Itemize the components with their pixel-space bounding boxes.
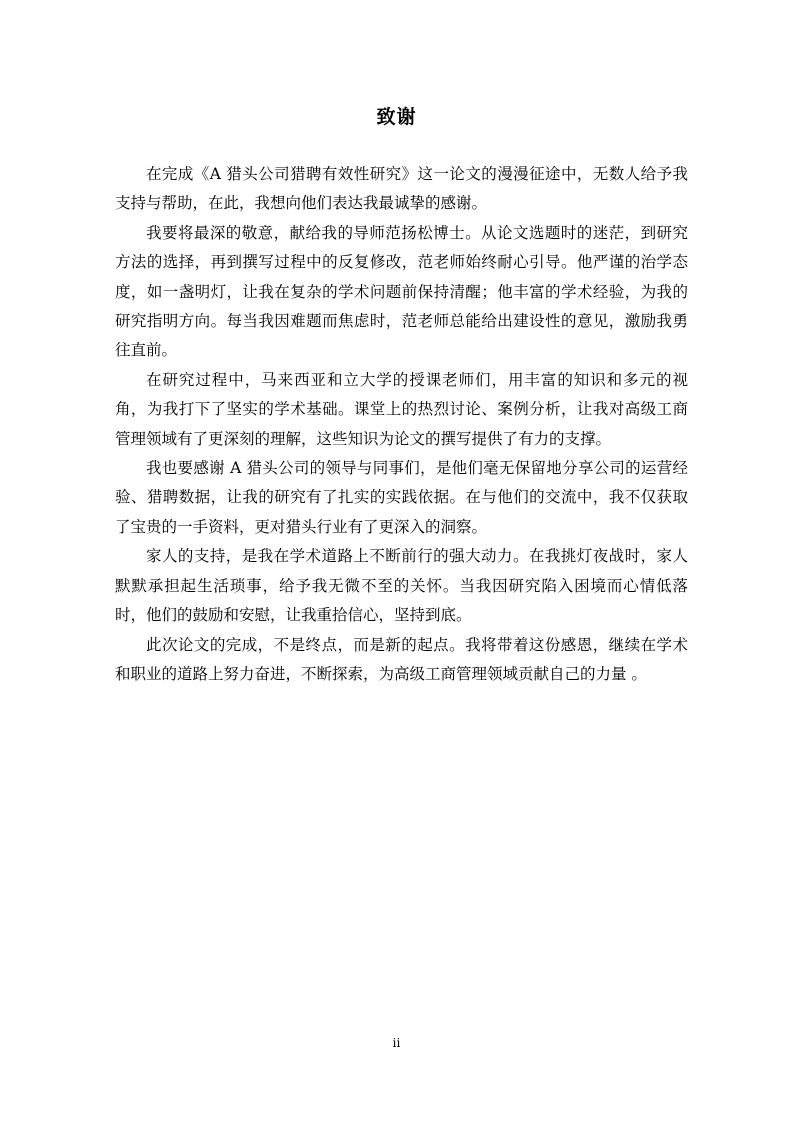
paragraph-2: 我要将最深的敬意，献给我的导师范扬松博士。从论文选题时的迷茫，到研究方法的选择，再到撰写过程中的反复修改，范老师始终耐心引导。他严谨的治学态度，如一盏明灯，让我在复杂的学术问题前保持清醒；他丰富的学术经验，为我的研究指明方向。每当我因难题而焦虑时，范老师总能给出建设性的意见，激励我勇往直前。 <box>115 223 688 360</box>
paragraph-3: 在研究过程中，马来西亚和立大学的授课老师们，用丰富的知识和多元的视角，为我打下了坚实的学术基础。课堂上的热烈讨论、案例分析，让我对高级工商管理领域有了更深刻的理解，这些知识为论文的撰写提供了有力的支撑。 <box>115 370 688 448</box>
page-number: ii <box>392 1036 401 1050</box>
paragraph-4: 我也要感谢 A 猎头公司的领导与同事们，是他们毫无保留地分享公司的运营经验、猎聘数据，让我的研究有了扎实的实践依据。在与他们的交流中，我不仅获取了宝贵的一手资料，更对猎头行业有了更深入的洞察。 <box>115 459 688 536</box>
paragraph-5: 家人的支持，是我在学术道路上不断前行的强大动力。在我挑灯夜战时，家人默默承担起生活琐事，给予我无微不至的关怀。当我因研究陷入困境而心情低落时，他们的鼓励和安慰，让我重拾信心，坚持到底。 <box>115 547 688 625</box>
acknowledgement-body <box>115 160 688 689</box>
page-title: 致谢 <box>376 106 417 128</box>
paragraph-1: 在完成《A 猎头公司猎聘有效性研究》这一论文的漫漫征途中，无数人给予我支持与帮助，在此，我想向他们表达我最诚挚的感谢。 <box>115 165 688 213</box>
paragraph-6: 此次论文的完成，不是终点，而是新的起点。我将带着这份感恩，继续在学术和职业的道路上努力奋进，不断探索，为高级工商管理领域贡献自己的力量 。 <box>115 635 688 683</box>
